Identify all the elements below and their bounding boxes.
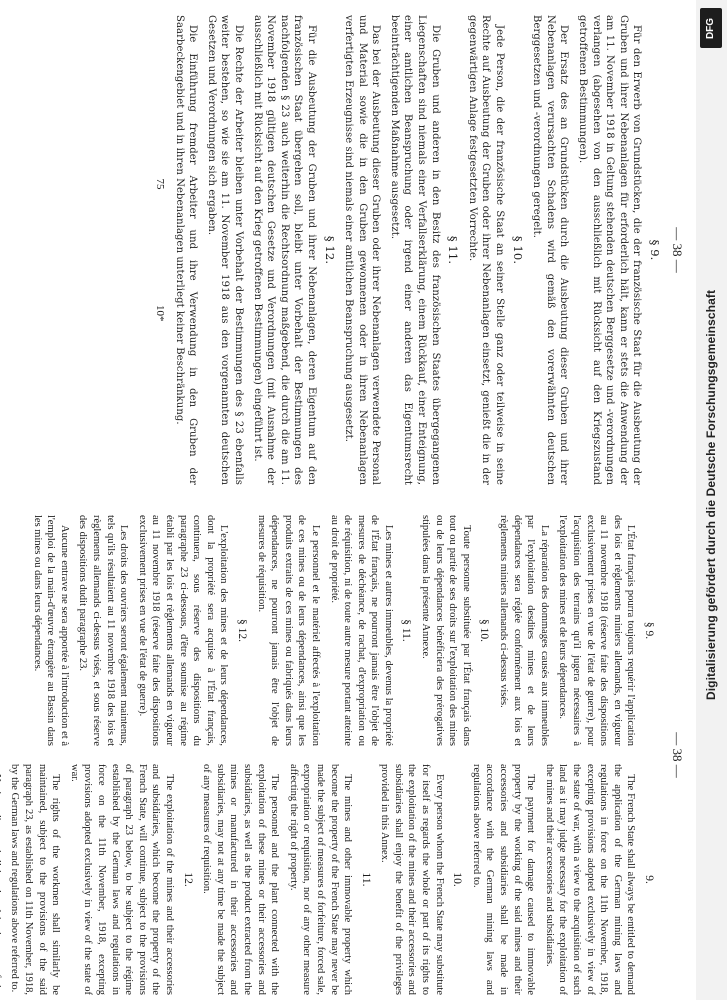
section-heading: § 10. <box>478 619 491 642</box>
corner-mark: 10* <box>154 305 166 322</box>
section-paragraph: Jede Person, die der französische Staat an seiner Stelle ganz oder teilweise in seine Rechte auf Ausbeutung der Gruben oder ihrer Nebenanlagen einsetzt, genießt die in der gegenwärtigen Anlage festgesetzten Vorrechte. <box>466 15 506 485</box>
section-paragraph: La réparation des dommages causés aux immeubles par l'exploitation desdites mines et de leurs dépendances sera réglée conformément aux lois et règlements miniers allemands ci-dessus visés. <box>498 515 550 746</box>
section-heading: 9. <box>643 875 655 884</box>
digitization-credit: Digitalisierung gefördert durch die Deutsche Forschungsgemeinschaft <box>704 289 718 701</box>
section-paragraph: Aucune entrave ne sera apportée à l'introduction et à l'emploi de la main-d'œuvre étrangère au Bassin dans les mines ou dans leurs dépendances. <box>31 515 70 746</box>
section-heading: § 11. <box>400 619 413 642</box>
section-paragraph: Für den Erwerb von Grundstücken, die der französische Staat für die Ausbeutung der Gruben und ihrer Nebenanlagen für erforderlich hält, kann er stets die Anwendung der am 11. November 1918 in Geltung stehenden deutschen Berggesetze und -verordnungen verlangen (abgesehen von den ausschließlich mit Rücksicht auf den Kriegszustand getroffenen Bestimmungen). <box>577 15 643 485</box>
dfg-logo: DFG <box>700 8 722 48</box>
section-heading: § 9. <box>643 621 655 640</box>
section-heading: § 12. <box>322 235 337 265</box>
section-paragraph: Das bei der Ausbeutung dieser Gruben oder ihrer Nebenanlagen verwendete Personal und Material sowie die in den Gruben gewonnenen oder in ihren Nebenanlagen verfertigten Erzeugnisse sind niemals einer amtlichen Beanspruchung ausgesetzt. <box>343 15 382 485</box>
section-paragraph: Für die Ausbeutung der Gruben und ihrer Nebenanlagen, deren Eigentum auf den französischen Staat übergehen soll, bleibt unter Vorbehalt der Bestimmungen des nachfolgenden § 23 auch weiterhin die Rechtsordnung maßgebend, die durch die am 11. November 1918 gültigen deutschen Gesetze und Verordnungen (mit Ausnahme der ausschließlich mit Rücksicht auf den Krieg getroffenen Bestimmungen) eingeführt ist. <box>251 15 317 485</box>
section-paragraph: L'État français pourra toujours requérir l'application des lois et règlements miniers allemands, en vigueur au 11 novembre 1918 (réserve faite des dispositions exclusivement prises en vue de l'état de guerre), pour l'acquisition des terrains qu'il jugera nécessaires à l'exploitation des mines et de leurs dépendances. <box>557 515 637 746</box>
section-heading: § 11. <box>446 235 461 265</box>
section-paragraph: Toute personne substituée par l'État français dans tout ou partie de ses droits sur l'exploitation des mines ou de leurs dépendances bénéficiera des prérogatives stipulées dans la présente Annexe. <box>420 515 472 746</box>
page-39-german <box>95 15 685 485</box>
section-paragraph: Die Einführung fremder Arbeiter und ihre Verwendung in den Gruben der Saarbeckengebiet und in ihren Nebenanlagen unterliegt keiner Beschränkung. <box>173 15 199 485</box>
section-paragraph: Les mines et autres immeubles, devenus la propriété de l'État français, ne pourront jamais être l'objet de mesures de déchéance, de rachat, d'expropriation ou de réquisition, ni de toute autre mesure portant atteinte au droit de propriété. <box>328 515 394 746</box>
section-heading: § 12. <box>235 619 248 642</box>
section-heading: 12. <box>181 872 194 887</box>
section-paragraph: The rights of the workmen shall similarly be maintained, subject to the provisions of the said paragraph 23, as established on 11th November, 1918, by the German laws and regulations above referred to. <box>9 764 62 995</box>
section-paragraph: Die Gruben und anderen in den Besitz des französischen Staates übergegangenen Liegenschaften sind niemals einer Verfallserklärung, einem Rückkauf, einer Enteignung, einer amtlichen Beanspruchung oder irgend einer anderen das Eigentumsrecht beeinträchtigenden Maßnahme ausgesetzt. <box>388 15 441 485</box>
page-38-bilingual <box>9 515 685 995</box>
section-paragraph: The payment for damage caused to immovable property by the working of the said mines and their accessories and subsidiaries shall be made in accordance with the German mining laws and regulations above referred to. <box>470 764 537 995</box>
page-number: — 38 — <box>670 732 685 778</box>
section-paragraph: Les droits des ouvriers seront également maintenus, tels qu'ils résultaient au 11 novembre 1918 des lois et règlements allemands ci-dessus visés, et sous réserve des dispositions dudit paragraphe 23. <box>77 515 130 746</box>
german-column <box>172 15 661 485</box>
section-paragraph: The personnel and the plant connected with the exploitation of these mines or their accessories and subsidiaries, as well as the product extracted from the mines or manufactured in their accessories and subsidiaries, may not at any time be made the subject of any measures of requisition. <box>201 764 281 995</box>
section-paragraph: The exploitation of the mines and their accessories and subsidiaries, which become the property of the French State, will continue, subject to the provisions of paragraph 23 below, to be subject to the régime established by the German laws and regulations in force on the 11th November, 1918, excepting provisions adopted exclusively in view of the state of war. <box>68 764 175 995</box>
section-paragraph: The mines and other immovable property which become the property of the French State may never be made the subject of measures of forfeiture, forced sale, expropriation or requisition, nor of any other measure affecting the right of property. <box>287 764 354 995</box>
section-paragraph: L'exploitation des mines et de leurs dépendances, dont la propriété sera acquise à l'État français, continuera, sous réserve des dispositions du paragraphe 23 ci-dessous, d'être soumise au régime établi par les lois et règlements allemands en vigueur au 11 novembre 1918 (réserve faite des dispositions exclusivement prises en vue de l'état de guerre). <box>136 515 230 746</box>
section-paragraph: Der Ersatz des an Grundstücken durch die Ausbeutung dieser Gruben und ihrer Nebenanlagen verursachten Schadens wird gemäß den vorerwähnten deutschen Berggesetzen und -verordnungen geregelt. <box>531 15 570 485</box>
section-paragraph: The French State shall always be entitled to demand the application of the German mining laws and regulations in force on the 11th November, 1918, excepting provisions adopted exclusively in view of the state of war, with a view to the acquisition of such land as it may judge necessary for the exploitation of the mines and their accessories and subsidiaries. <box>543 764 637 995</box>
english-column <box>0 764 661 995</box>
section-paragraph: Die Rechte der Arbeiter bleiben unter Vorbehalt der Bestimmungen des § 23 ebenfalls weiter bestehen, so wie sie am 11. November 1918 aus den vorgenannten deutschen Gesetzen und Verordnungen sich ergaben. <box>205 15 244 485</box>
section-paragraph <box>0 764 3 995</box>
section-heading: 10. <box>451 872 464 887</box>
signature-mark: 75 10* <box>154 178 166 322</box>
section-heading: § 9. <box>648 239 662 261</box>
section-heading: § 10. <box>510 235 525 265</box>
section-paragraph: Le personnel et le matériel affectés à l'exploitation de ces mines ou de leurs dépendances, ainsi que les produits extraits de ces mines ou fabriqués dans leurs dépendances, ne pourront jamais être l'objet de mesures de réquisition. <box>255 515 321 746</box>
section-paragraph: Every person whom the French State may substitute for itself as regards the whole or part of its rights to the exploitation of the mines and their accessories and subsidiaries shall enjoy the benefit of the privileges provided in this Annex. <box>379 764 445 995</box>
french-column <box>0 515 661 746</box>
section-heading: 11. <box>359 872 372 887</box>
page-number: — 38 — <box>670 227 685 273</box>
